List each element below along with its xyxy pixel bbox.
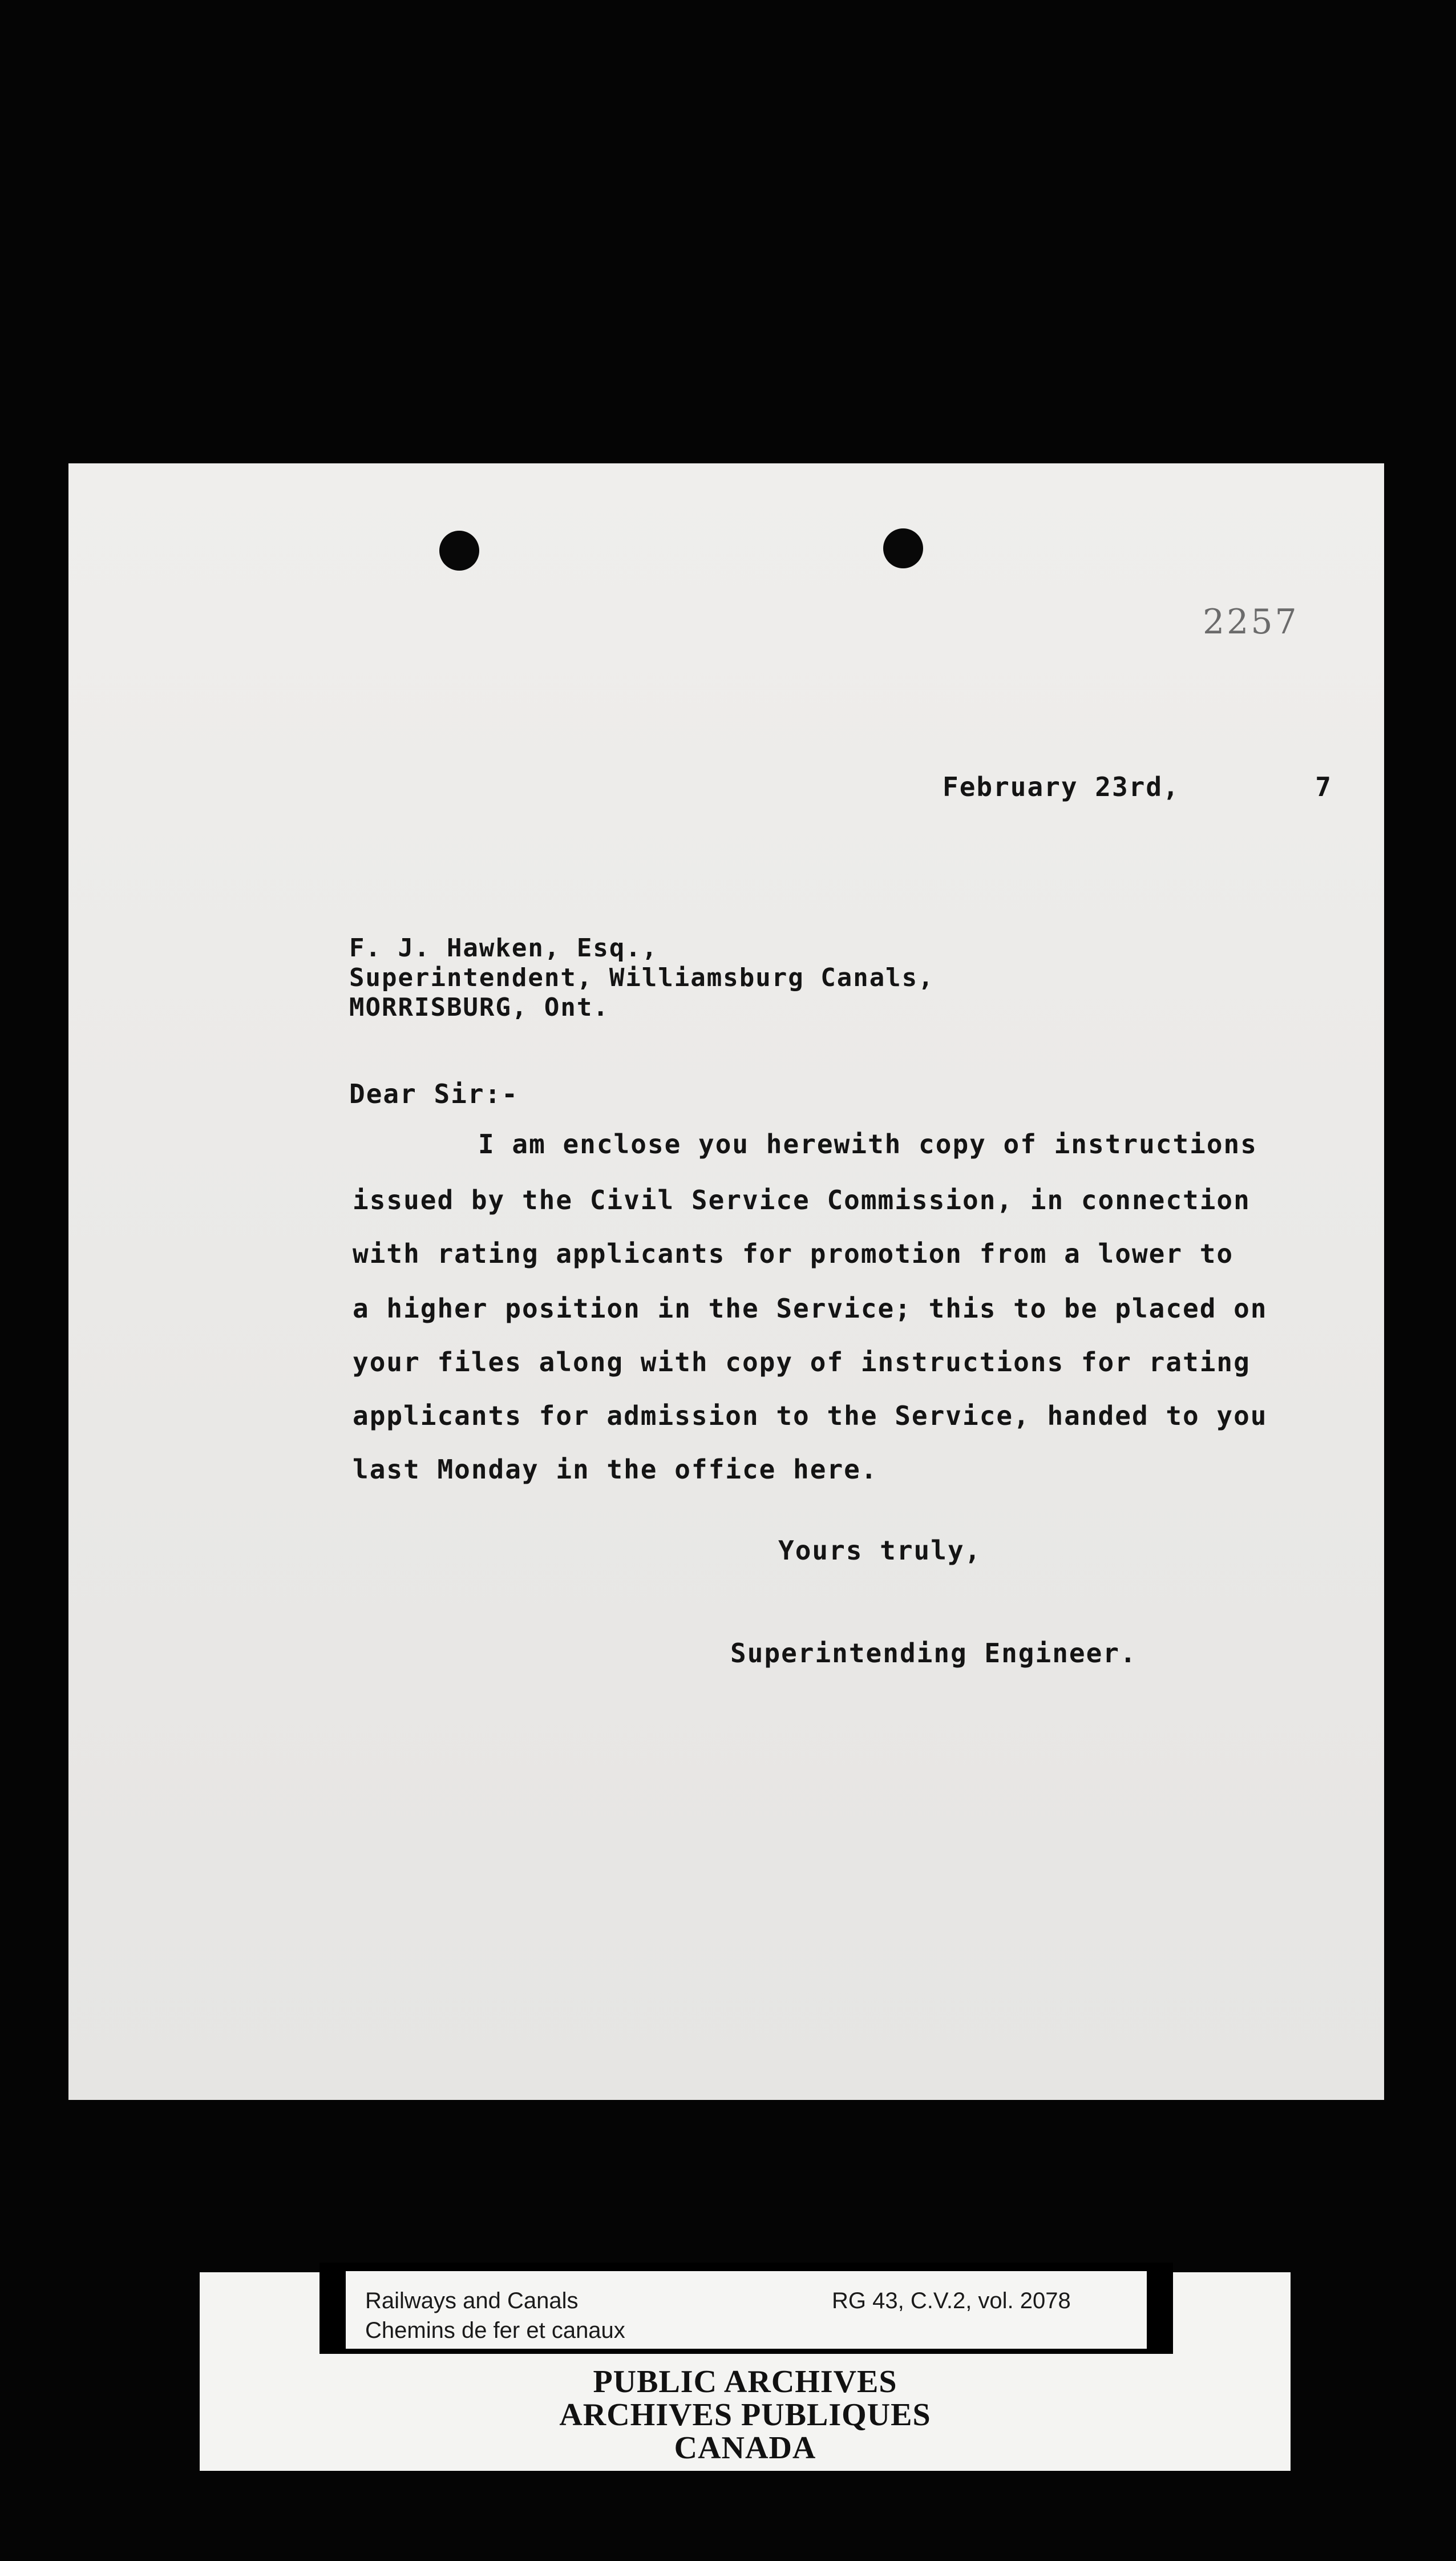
department-en: Railways and Canals (365, 2288, 579, 2313)
letter-page (68, 463, 1384, 2100)
body-line: a higher position in the Service; this to be placed on (353, 1293, 1268, 1324)
letter-date: February 23rd, 7 (943, 771, 1332, 802)
body-line: with rating applicants for promotion from a lower to (353, 1238, 1234, 1269)
department-fr: Chemins de fer et canaux (365, 2318, 625, 2343)
file-number: 2257 (1203, 602, 1299, 642)
recipient-city: MORRISBURG, Ont. (349, 993, 609, 1022)
closing: Yours truly, (778, 1535, 982, 1566)
archives-title-en: PUBLIC ARCHIVES (593, 2364, 897, 2400)
salutation: Dear Sir:- (349, 1078, 519, 1109)
signature: Superintending Engineer. (730, 1638, 1137, 1669)
punch-hole-left (439, 531, 479, 571)
body-line: I am enclose you herewith copy of instructions (478, 1129, 1257, 1160)
recipient-name: F. J. Hawken, Esq., (349, 934, 658, 963)
body-line: applicants for admission to the Service, handed to you (353, 1400, 1268, 1431)
archives-title-fr: ARCHIVES PUBLIQUES (559, 2397, 931, 2433)
archives-country: CANADA (674, 2430, 816, 2466)
body-line: issued by the Civil Service Commission, in connection (353, 1185, 1251, 1215)
recipient-title: Superintendent, Williamsburg Canals, (349, 963, 935, 992)
archive-reference: RG 43, C.V.2, vol. 2078 (832, 2288, 1071, 2313)
body-line: your files along with copy of instructions for rating (353, 1347, 1251, 1378)
body-line: last Monday in the office here. (353, 1454, 878, 1485)
punch-hole-right (883, 528, 923, 568)
